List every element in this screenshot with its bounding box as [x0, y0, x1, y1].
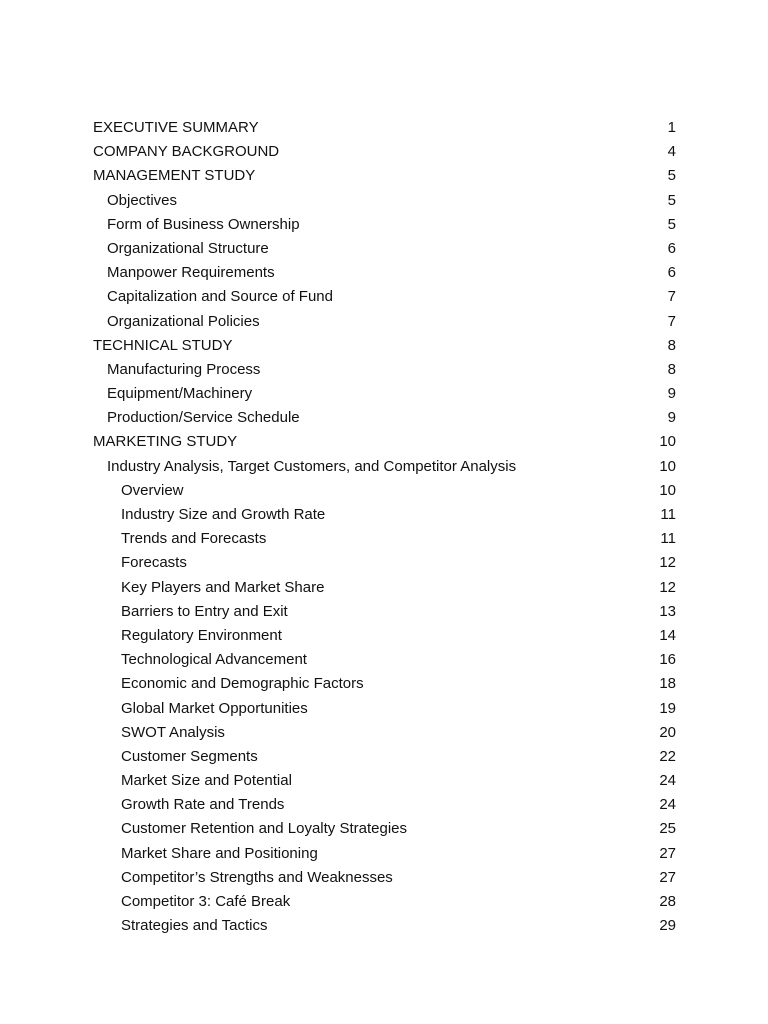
toc-entry-title: Key Players and Market Share: [121, 578, 325, 596]
toc-entry: [93, 817, 676, 841]
toc-entry-title: Customer Retention and Loyalty Strategies: [121, 820, 407, 838]
toc-entry-title: COMPANY BACKGROUND: [93, 143, 280, 161]
toc-entry: [93, 285, 676, 309]
toc-entry-title: TECHNICAL STUDY: [93, 336, 233, 354]
toc-entry: [93, 576, 676, 600]
toc-entry-page-number: 14: [659, 626, 676, 644]
toc-entry-title: Economic and Demographic Factors: [121, 675, 364, 693]
toc-entry-page-number: 6: [667, 264, 676, 282]
toc-entry: [93, 237, 676, 261]
toc-entry-title: Equipment/Machinery: [107, 385, 253, 403]
toc-entry: [93, 189, 676, 213]
toc-entry: [93, 551, 676, 575]
toc-entry-page-number: 12: [659, 554, 676, 572]
toc-entry-page-number: 6: [667, 239, 676, 257]
toc-entry: [93, 842, 676, 866]
toc-entry-title: Technological Advancement: [121, 651, 307, 669]
toc-entry: [93, 334, 676, 358]
toc-entry-title: MANAGEMENT STUDY: [93, 167, 256, 185]
toc-entry-page-number: 11: [660, 530, 676, 548]
toc-entry-page-number: 9: [667, 409, 676, 427]
toc-entry-page-number: 10: [659, 457, 676, 475]
toc-entry-title: Regulatory Environment: [121, 626, 282, 644]
toc-entry-page-number: 27: [659, 868, 676, 886]
toc-entry-title: Competitor’s Strengths and Weaknesses: [121, 868, 393, 886]
toc-entry: [93, 261, 676, 285]
toc-entry: [93, 745, 676, 769]
toc-entry-title: Objectives: [107, 191, 178, 209]
toc-entry: [93, 914, 676, 938]
toc-entry-page-number: 1: [667, 119, 676, 136]
toc-entry-page-number: 25: [659, 820, 676, 838]
toc-entry-title: Market Size and Potential: [121, 772, 292, 790]
toc-entry-title: Strategies and Tactics: [121, 917, 268, 935]
toc-entry: [93, 672, 676, 696]
toc-entry: [93, 866, 676, 890]
toc-entry-page-number: 8: [667, 360, 676, 378]
toc-entry-title: Industry Size and Growth Rate: [121, 506, 326, 523]
toc-entry-title: Customer Segments: [121, 747, 258, 765]
toc-entry: [93, 430, 676, 454]
toc-entry-page-number: 5: [667, 191, 676, 209]
toc-entry-title: Global Market Opportunities: [121, 699, 308, 717]
toc-entry-title: EXECUTIVE SUMMARY: [93, 119, 259, 136]
toc-entry: [93, 164, 676, 188]
toc-entry-page-number: 13: [659, 602, 676, 620]
toc-entry: [93, 479, 676, 503]
toc-entry-page-number: 19: [659, 699, 676, 717]
toc-entry: [93, 382, 676, 406]
toc-entry-title: Manufacturing Process: [107, 360, 261, 378]
toc-entry-page-number: 7: [667, 312, 676, 330]
toc-entry-page-number: 11: [660, 506, 676, 523]
table-of-contents: [93, 116, 676, 938]
toc-entry: [93, 310, 676, 334]
toc-entry: [93, 697, 676, 721]
toc-entry-title: Barriers to Entry and Exit: [121, 602, 288, 620]
toc-entry-page-number: 18: [659, 675, 676, 693]
toc-entry-title: Industry Analysis, Target Customers, and Competitor Analysis: [107, 457, 517, 475]
toc-entry-title: Competitor 3: Café Break: [121, 893, 291, 910]
toc-entry: [93, 527, 676, 551]
toc-entry: [93, 721, 676, 745]
toc-entry-page-number: 9: [667, 385, 676, 403]
toc-entry: [93, 406, 676, 430]
toc-entry-title: Overview: [121, 481, 184, 499]
toc-entry-page-number: 5: [667, 167, 676, 185]
toc-entry-title: Production/Service Schedule: [107, 409, 300, 427]
toc-entry-page-number: 28: [659, 893, 676, 910]
toc-entry: [93, 769, 676, 793]
toc-entry: [93, 793, 676, 817]
toc-entry-page-number: 22: [659, 747, 676, 765]
toc-entry: [93, 140, 676, 164]
toc-entry: [93, 648, 676, 672]
toc-entry: [93, 624, 676, 648]
toc-entry: [93, 455, 676, 479]
toc-entry: [93, 503, 676, 527]
toc-entry: [93, 213, 676, 237]
toc-entry: [93, 600, 676, 624]
toc-entry-page-number: 4: [667, 143, 676, 161]
toc-entry-page-number: 5: [667, 215, 676, 233]
toc-entry-page-number: 24: [659, 796, 676, 814]
toc-entry-page-number: 27: [659, 844, 676, 862]
toc-entry: [93, 116, 676, 140]
toc-entry-title: Organizational Policies: [107, 312, 260, 330]
toc-entry-title: Growth Rate and Trends: [121, 796, 285, 814]
toc-entry-title: MARKETING STUDY: [93, 433, 238, 451]
toc-entry-title: Market Share and Positioning: [121, 844, 318, 862]
toc-entry-title: Manpower Requirements: [107, 264, 275, 282]
toc-entry-page-number: 16: [659, 651, 676, 669]
toc-entry-page-number: 7: [667, 288, 676, 306]
toc-entry-page-number: 10: [659, 433, 676, 451]
toc-entry: [93, 890, 676, 914]
toc-entry-page-number: 20: [659, 723, 676, 741]
toc-entry-title: Trends and Forecasts: [121, 530, 267, 548]
toc-entry-title: SWOT Analysis: [121, 723, 225, 741]
toc-entry-page-number: 24: [659, 772, 676, 790]
toc-entry-title: Capitalization and Source of Fund: [107, 288, 333, 306]
toc-entry-title: Forecasts: [121, 554, 187, 572]
toc-entry-page-number: 8: [667, 336, 676, 354]
toc-entry-title: Form of Business Ownership: [107, 215, 300, 233]
toc-entry-page-number: 29: [659, 917, 676, 935]
toc-entry-title: Organizational Structure: [107, 239, 269, 257]
toc-entry: [93, 358, 676, 382]
toc-entry-page-number: 12: [659, 578, 676, 596]
toc-entry-page-number: 10: [659, 481, 676, 499]
